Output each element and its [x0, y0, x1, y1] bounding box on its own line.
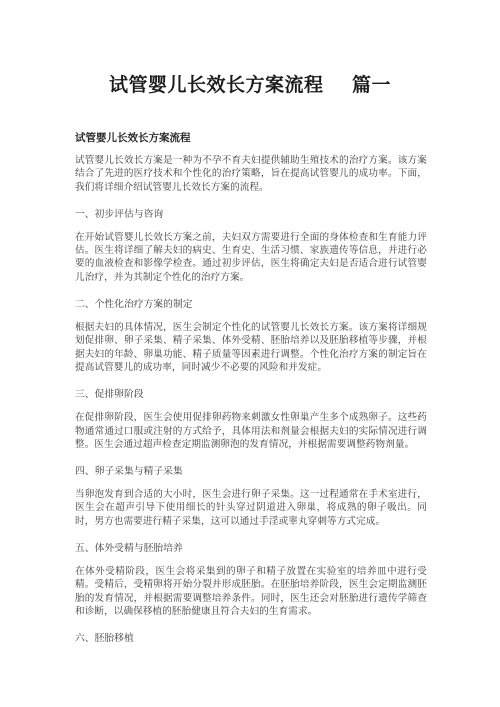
document-content — [75, 131, 427, 655]
document-title: 试管婴儿长效长方案流程 篇一 — [109, 74, 391, 96]
section-body-3: 在促排卵阶段，医生会使用促排卵药物来刺激女性卵巢产生多个成熟卵子。这些药物通常通过口服或注射的方式给予，具体用法和剂量会根据夫妇的实际情况进行调整。医生会通过超声检查定期监测卵泡的发育情况，并根据需要调整药物剂量。 — [75, 412, 427, 450]
section-body-2: 根据夫妇的具体情况，医生会制定个性化的试管婴儿长效长方案。该方案将详细规划促排卵、卵子采集、精子采集、体外受精、胚胎培养以及胚胎移植等步骤，并根据夫妇的年龄、卵巢功能、精子质量等因素进行调整。个性化治疗方案的制定旨在提高试管婴儿的成功率，同时减少不必要的风险和并发症。 — [75, 322, 427, 373]
section-heading-5: 五、体外受精与胚胎培养 — [75, 543, 183, 555]
section-body-5: 在体外受精阶段，医生会将采集到的卵子和精子放置在实验室的培养皿中进行受精。受精后，受精卵将开始分裂并形成胚胎。在胚胎培养阶段，医生会定期监测胚胎的发育情况，并根据需要调整培养条件。同时，医生还会对胚胎进行遗传学筛查和诊断，以确保移植的胚胎健康且符合夫妇的生育需求。 — [75, 566, 427, 617]
section-heading-1: 一、初步评估与咨询 — [75, 208, 164, 220]
section-heading-2: 二、个性化治疗方案的制定 — [75, 299, 193, 311]
section-body-1: 在开始试管婴儿长效长方案之前，夫妇双方需要进行全面的身体检查和生育能力评估。医生将详细了解夫妇的病史、生育史、生活习惯、家族遗传等信息，并进行必要的血液检查和影像学检查。通过初步评估，医生将确定夫妇是否适合进行试管婴儿治疗，并为其制定个性化的治疗方案。 — [75, 231, 427, 283]
intro-paragraph: 试管婴儿长效长方案是一种为不孕不育夫妇提供辅助生殖技术的治疗方案。该方案结合了先进的医疗技术和个性化的治疗策略，旨在提高试管婴儿的成功率。下面，我们将详细介绍试管婴儿长效长方案的流程。 — [75, 155, 427, 193]
document-subtitle: 试管婴儿长效长方案流程 — [75, 132, 191, 144]
section-heading-3: 三、促排卵阶段 — [75, 389, 144, 401]
section-heading-4: 四、卵子采集与精子采集 — [75, 466, 183, 478]
section-body-4: 当卵泡发育到合适的大小时，医生会进行卵子采集。这一过程通常在手术室进行，医生会在超声引导下使用细长的针头穿过阴道进入卵巢，将成熟的卵子吸出。同时，男方也需要进行精子采集，这可以通过手淫或睾丸穿刺等方式完成。 — [75, 489, 427, 527]
section-heading-6: 六、胚胎移植 — [75, 633, 134, 645]
